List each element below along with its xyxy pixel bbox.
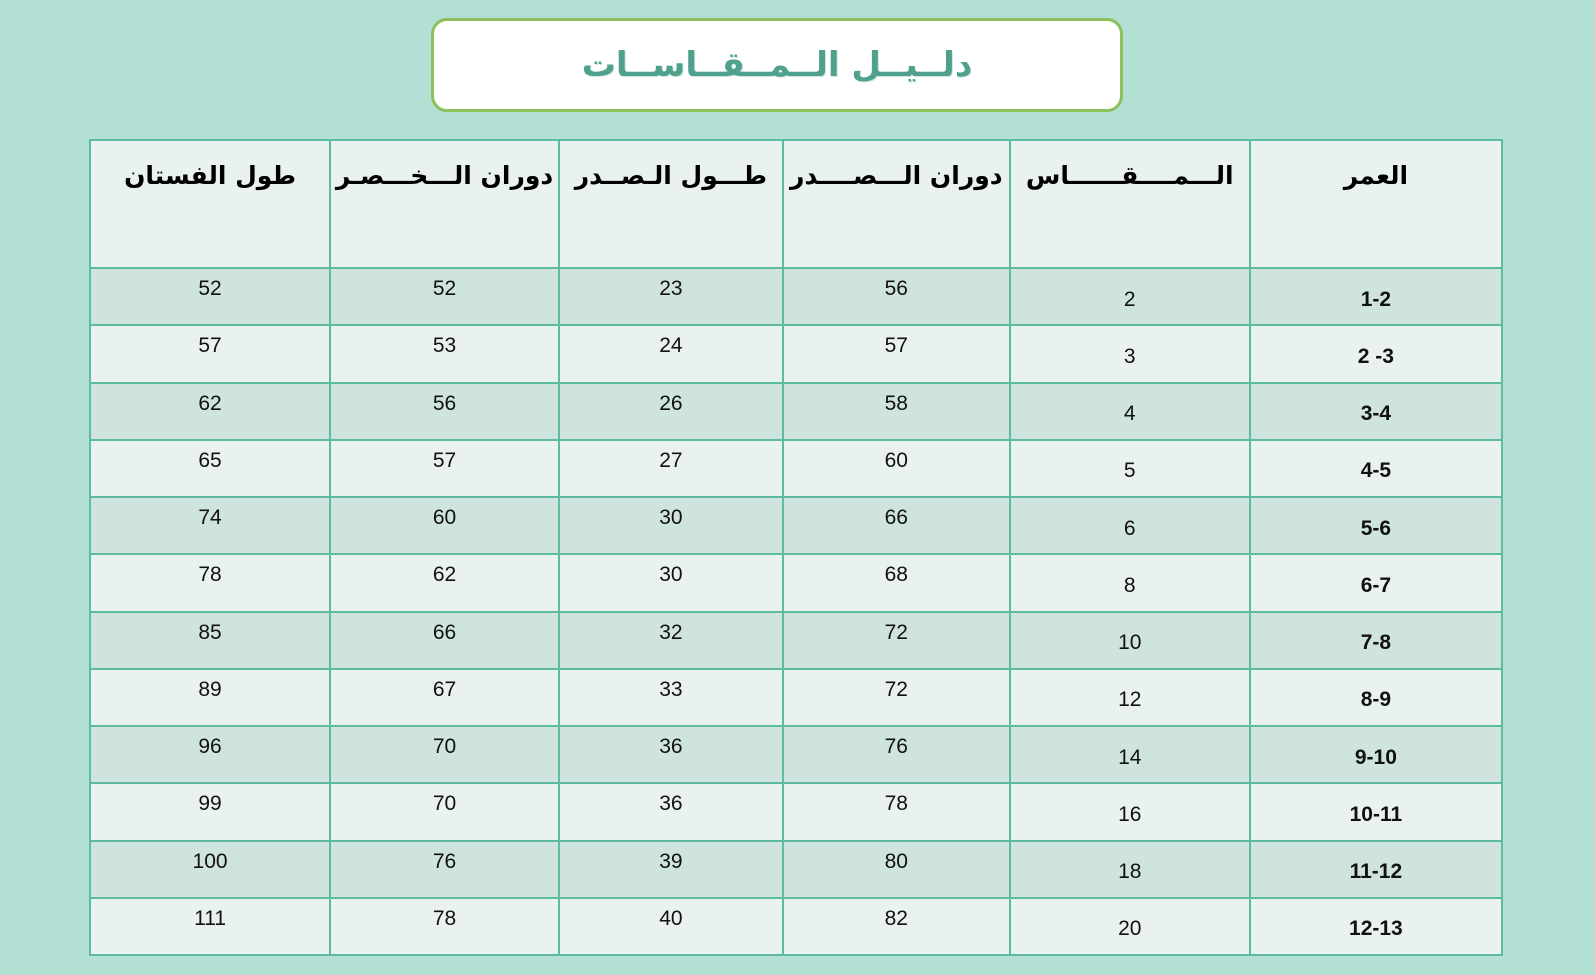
cell-size: 14 [1010,726,1250,783]
cell-dress-length: 65 [90,440,330,497]
cell-chest-length: 32 [559,612,783,669]
cell-dress-length: 62 [90,383,330,440]
cell-size: 20 [1010,898,1250,955]
cell-chest-circumference: 58 [783,383,1010,440]
cell-size: 5 [1010,440,1250,497]
cell-size: 6 [1010,497,1250,554]
table-row [90,440,1502,497]
cell-age: 4-5 [1250,440,1502,497]
header-waist-circumference: دوران الـــخـــصـر [330,140,559,268]
cell-chest-circumference: 72 [783,612,1010,669]
cell-chest-circumference: 76 [783,726,1010,783]
header-chest-length: طـــول الـصــدر [559,140,783,268]
cell-chest-length: 36 [559,726,783,783]
cell-chest-length: 36 [559,783,783,840]
cell-waist-circumference: 70 [330,726,559,783]
cell-age: 11-12 [1250,841,1502,898]
cell-chest-length: 39 [559,841,783,898]
cell-size: 3 [1010,325,1250,382]
cell-chest-circumference: 56 [783,268,1010,325]
cell-dress-length: 99 [90,783,330,840]
cell-waist-circumference: 70 [330,783,559,840]
cell-dress-length: 100 [90,841,330,898]
table-row [90,268,1502,325]
cell-chest-circumference: 57 [783,325,1010,382]
cell-chest-length: 26 [559,383,783,440]
cell-dress-length: 111 [90,898,330,955]
header-chest-circumference: دوران الـــصــــدر [783,140,1010,268]
cell-waist-circumference: 62 [330,554,559,611]
cell-dress-length: 96 [90,726,330,783]
cell-chest-circumference: 66 [783,497,1010,554]
cell-waist-circumference: 60 [330,497,559,554]
cell-waist-circumference: 56 [330,383,559,440]
cell-chest-circumference: 80 [783,841,1010,898]
cell-size: 8 [1010,554,1250,611]
table-row [90,497,1502,554]
cell-waist-circumference: 53 [330,325,559,382]
cell-dress-length: 89 [90,669,330,726]
cell-chest-length: 27 [559,440,783,497]
cell-chest-circumference: 82 [783,898,1010,955]
table-row [90,612,1502,669]
cell-age: 9-10 [1250,726,1502,783]
cell-chest-length: 33 [559,669,783,726]
cell-chest-length: 40 [559,898,783,955]
cell-chest-circumference: 60 [783,440,1010,497]
cell-chest-length: 30 [559,554,783,611]
header-size: الـــمــــقــــــاس [1010,140,1250,268]
cell-dress-length: 57 [90,325,330,382]
table-row [90,554,1502,611]
size-guide-table [89,139,1503,956]
table-row [90,383,1502,440]
cell-size: 16 [1010,783,1250,840]
cell-age: 12-13 [1250,898,1502,955]
page-title: دلــيــل الــمــقــاســات [581,45,973,85]
header-age: العمر [1250,140,1502,268]
cell-size: 18 [1010,841,1250,898]
cell-waist-circumference: 57 [330,440,559,497]
cell-chest-circumference: 78 [783,783,1010,840]
cell-chest-length: 24 [559,325,783,382]
cell-chest-length: 30 [559,497,783,554]
cell-age: 6-7 [1250,554,1502,611]
cell-chest-length: 23 [559,268,783,325]
cell-age: 7-8 [1250,612,1502,669]
cell-age: 10-11 [1250,783,1502,840]
cell-age: 3-4 [1250,383,1502,440]
cell-chest-circumference: 68 [783,554,1010,611]
cell-dress-length: 85 [90,612,330,669]
table-row [90,841,1502,898]
cell-size: 4 [1010,383,1250,440]
cell-waist-circumference: 67 [330,669,559,726]
cell-dress-length: 74 [90,497,330,554]
cell-age: 5-6 [1250,497,1502,554]
cell-size: 10 [1010,612,1250,669]
title-box [431,18,1123,112]
cell-size: 12 [1010,669,1250,726]
table-row [90,898,1502,955]
header-dress-length: طول الفستان [90,140,330,268]
table-header-row [90,140,1502,268]
table-row [90,669,1502,726]
cell-dress-length: 78 [90,554,330,611]
cell-chest-circumference: 72 [783,669,1010,726]
table-row [90,325,1502,382]
cell-waist-circumference: 52 [330,268,559,325]
table-row [90,783,1502,840]
cell-age: 2 -3 [1250,325,1502,382]
cell-waist-circumference: 78 [330,898,559,955]
cell-age: 8-9 [1250,669,1502,726]
table-row [90,726,1502,783]
cell-waist-circumference: 76 [330,841,559,898]
cell-dress-length: 52 [90,268,330,325]
cell-waist-circumference: 66 [330,612,559,669]
cell-size: 2 [1010,268,1250,325]
cell-age: 1-2 [1250,268,1502,325]
table-body [90,268,1502,955]
